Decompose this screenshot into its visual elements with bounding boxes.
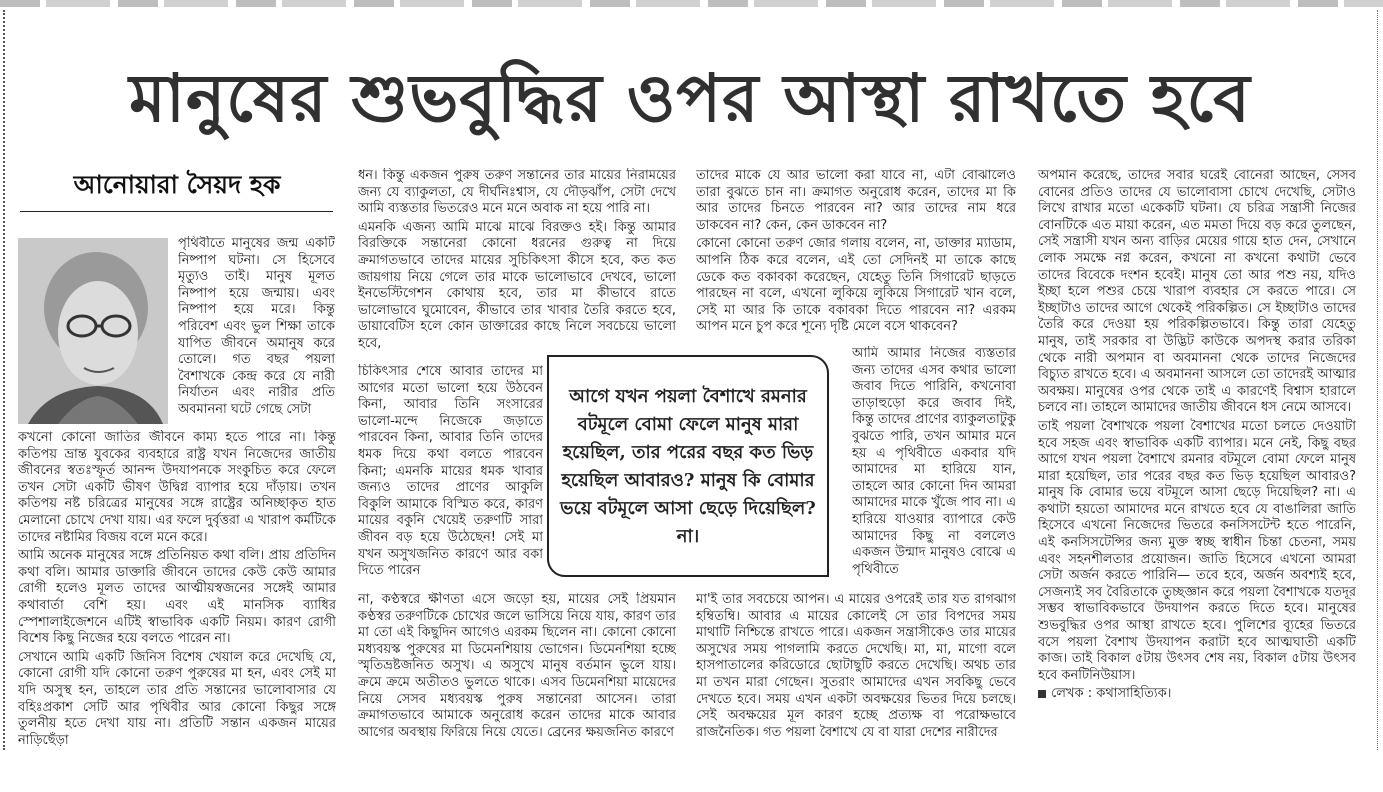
paragraph: কোনো কোনো তরুণ জোর গলায় বলেন, না, ডাক্তার ম্যাডাম, আপনি ঠিক করে বলেন, এই তো সেদিনই মা তাকে কাছে ডেকে কত বকাবকা করেছেন, যেহেতু তিনি সিগারেট ছাড়তে পারছেন না বলে, এখনো লুকিয়ে লুকিয়ে সিগারেট খান বলে, সেই মা আর কি তাকে বকাবকা দিতে পারবেন না? এরকম আপন মনে চুপ করে শূন্যে দৃষ্টি মেলে বসে থাকবেন? <box>696 236 1016 335</box>
byline: আনোয়ারা সৈয়দ হক <box>73 170 281 199</box>
paragraph: ধন। কিন্তু একজন পুরুষ তরুণ সন্তানের তার মায়ের নিরাময়ের জন্য যে ব্যাকুলতা, যে দীর্ঘনিঃশ্বাস, যে দৌড়ঝাঁপ, সেটা দেখে আমি ব্যস্ততার ভিতরেও মনে মনে অবাক না হয়ে পারি না। <box>358 168 676 217</box>
previous-article-strip <box>0 0 1383 7</box>
paragraph: কখনো কোনো জাতির জীবনে কাম্য হতে পারে না। কিন্তু কতিপয় ভ্রান্ত যুবকের ব্যবহারে রাষ্ট্র যখন নিজেদের জাতীয় জীবনের স্বতঃস্ফূর্ত আনন্দ উদযাপনকে সংকুচিত করে ফেলে তখন সেটা একটি ভীষণ উদ্বিগ্ন ব্যাপার হয়ে দাঁড়ায়। তখন কতিপয় নষ্ট চরিত্রের মানুষের সঙ্গে রাষ্ট্রের অনিচ্ছাকৃত হাত মেলানো চোখে দেখা যায়। এর ফলে দুর্বৃত্তরা এ খারাপ কর্মটিকে তাদের নষ্টামির বিজয় বলে মনে করে। <box>18 430 336 545</box>
author-note <box>1038 686 1356 703</box>
column-divider-left <box>3 10 5 750</box>
paragraph: তাই পয়লা বৈশাখকে পয়লা বৈশাখের মতো চলতে দেওয়াটা হবে সহজ এবং স্বাভাবিক একটি ব্যাপার। মনে নেই, কিছু বছর আগে যখন পয়লা বৈশাখে রমনার বটমূলে বোমা ফেলে মানুষ মারা হয়েছিল, তার পরের বছর কত ভিড় হয়েছিল আবারও? মানুষ কি বোমার ভয়ে বটমূলে আসা ছেড়ে দিয়েছিল? না। এ কথাটা হয়তো আমাদের মনে রাখতে হবে যে বাঙালিরা জাতি হিসেবে এখনো নিজেদের ভিতরে কনসিসটেন্ট হতে পারেনি, এই কনসিসটেন্সির জন্য মুক্ত স্বচ্ছ স্বাধীন চিন্তা চেতনা, সময় এবং সহনশীলতার প্রয়োজন। জাতি হিসেবে এখনো আমরা সেটা অর্জন করতে পারিনি— তবে হবে, অর্জন অবশ্যই হবে, সেজন্যই সব বৈরিতাকে তুচ্ছজ্ঞান করে পয়লা বৈশাখকে যতদূর সম্ভব স্বাভাবিকভাবে উদযাপন করতে দিতে হবে। মানুষের শুভবুদ্ধির ওপর আস্থা রাখতে হবে। পুলিশের ব্যূহের ভিতরে বসে পয়লা বৈশাখ উদযাপন করাটা হবে আত্মঘাতী একটি কাজ। তাই বিকাল ৫টায় উৎসব শেষ নয়, বিকাল ৫টায় উৎসব হবে কনটিনিউয়াস। <box>1038 418 1356 683</box>
article-column-3-top <box>696 168 1016 346</box>
article-column-1 <box>18 430 336 748</box>
byline-rule <box>20 211 333 212</box>
article-column-2-bottom: না, কণ্ঠস্বরে ক্ষীণতা এসে জড়ো হয়, মায়ের সেই প্রিয়মান কণ্ঠস্বর তরুণটিকে চোখের জলে ভাসিয়ে নিয়ে যায়, কারণ তার মা তো এই কিছুদিন আগেও এরকম ছিলেন না। কোনো কোনো মধ্যবয়স্ক পুরুষের মা ডিমেনশিয়ায় ভোগেন। ডিমেনশিয়া হচ্ছে স্মৃতিভ্রষ্টজনিত অসুখ। এ অসুখে মানুষ বর্তমান ভুলে যায়। ক্রমে ক্রমে অতীতও ভুলতে থাকে। এসব ডিমেনশিয়া মায়েদের নিয়ে সেসব মধ্যবয়স্ক পুরুষ সন্তানেরা আসেন। তারা ক্রমাগতভাবে আমাকে অনুরোধ করেন তাদের মাকে আবার আগের অবস্থায় ফিরিয়ে নিয়ে যেতে। ব্রেনের ক্ষয়জনিত কারণে <box>358 592 676 740</box>
paragraph: আমি অনেক মানুষের সঙ্গে প্রতিনিয়ত কথা বলি। প্রায় প্রতিদিন কথা বলি। আমার ডাক্তারি জীবনে তাদের কেউ কেউ আমার রোগী হলেও মূলত তাদের আত্মীয়স্বজনের সঙ্গেই আমার কথাবার্তা বেশি হয়। এবং এই মানসিক ব্যাধির স্পেশালাইজেশনে এটিই স্বাভাবিক একটি নিয়ম। কারণ রোগী বিশেষ কিছু নিজের হয়ে বলতে পারেন না। <box>18 548 336 647</box>
author-note-text: লেখক : কথাসাহিত্যিক। <box>1051 686 1172 702</box>
article-column-3-bottom: মা'ই তার সবচেয়ে আপন। এ মায়ের ওপরেই তার যত রাগঝাগ হম্বিতম্বি। আবার এ মায়ের কোলেই সে তার বিপদের সময় মাথাটি নিশ্চিন্তে রাখতে পারে। একজন সন্ত্রাসীকেও তার মায়ের অসুখের সময় পাগলামি করতে দেখেছি। মা, মা, মাগো বলে হাসপাতালের করিডোরে ছোটাছুটি করতে দেখেছি। অথচ তার মা তখন মারা গেছেন। সুতরাং আমাদের এখন সবকিছু ভেবে দেখতে হবে। সময় এখন একটা অবক্ষয়ের ভিতর দিয়ে চলছে। সেই অবক্ষয়ের মূল কারণ হচ্ছে প্রত্যক্ষ বা পরোক্ষভাবে রাজনৈতিক। গত পয়লা বৈশাখে যে বা যারা দেশের নারীদের <box>696 592 1016 740</box>
author-photo <box>18 238 168 424</box>
paragraph: সেখানে আমি একটি জিনিস বিশেষ খেয়াল করে দেখেছি যে, কোনো রোগী যদি কোনো তরুণ পুরুষের মা হন, এবং সেই মা যদি অসুস্থ হন, তাহলে তার প্রতি সন্তানের ভালোবাসার যে বহিঃপ্রকাশ সেটি আর পৃথিবীর আর কোনো কিছুর সঙ্গে তুলনীয় হতে দেখা যায় না। প্রতিটি সন্তান একজন মায়ের নাড়িছেঁড়া <box>18 649 336 748</box>
paragraph: এমনকি এজন্য আমি মাঝে মাঝে বিরক্তও হই। কিন্তু আমার বিরক্তিকে সন্তানেরা কোনো ধরনের গুরুত্ব না দিয়ে ক্রমাগতভাবে তাদের মায়ের সুচিকিৎসা কীসে হবে, কত কত জায়গায় নিয়ে গেলে তার মাকে ভালোভাবে দেখবে, ভালো ইনভেস্টিগেশন কোথায় হবে, তার মা কীভাবে রাতে ভালোভাবে ঘুমোবেন, কীভাবে তার খাবার তৈরি করতে হবে, ডায়াবেটিস হলে কোন ডাক্তারের কাছে নিলে সবচেয়ে ভালো হবে, <box>358 219 676 351</box>
article-column-4 <box>1038 168 1356 754</box>
article-intro: পৃথিবীতে মানুষের জন্ম একটি নিষ্পাপ ঘটনা। সে হিসেবে মৃত্যুও তাই। মানুষ মূলত নিষ্পাপ হয়ে জন্মায়। এবং নিষ্পাপ হয়ে মরে। কিন্তু পরিবেশ এবং ভুল শিক্ষা তাকে যাপিত জীবনে অমানুষ করে তোলে। গত বছর পয়লা বৈশাখকে কেন্দ্র করে যে নারী নির্যাতন এবং নারীর প্রতি অবমাননা ঘটে গেছে সেটা <box>178 236 335 417</box>
pull-quote: আগে যখন পয়লা বৈশাখে রমনার বটমূলে বোমা ফেলে মানুষ মারা হয়েছিল, তার পরের বছর কত ভিড় হয়েছিল আবারও? মানুষ কি বোমার ভয়ে বটমূলে আসা ছেড়ে দিয়েছিল? না। <box>547 355 829 577</box>
headline: মানুষের শুভবুদ্ধির ওপর আস্থা রাখতে হবে <box>129 59 1251 137</box>
article-column-2-top <box>358 168 676 362</box>
column-divider-right <box>1377 10 1378 750</box>
paragraph: তাদের মাকে যে আর ভালো করা যাবে না, এটা বোঝালেও তারা বুঝতে চান না। ক্রমাগত অনুরোধ করেন, তাদের মা কি আর তাদের চিনতে পারবেন না? আর তাদের নাম ধরে ডাকবেন না? কেন, কেন ডাকবেন না? <box>696 168 1016 233</box>
article-column-3-middle: আমি আমার নিজের ব্যস্ততার জন্য তাদের এসব কথার ভালো জবাব দিতে পারিনি, কখনোবা তাড়াহুড়ো করে জবাব দিই, কিন্তু তাদের প্রাণের ব্যাকুলতাটুকু বুঝতে পারি, তখন আমার মনে হয় এ পৃথিবীতে একবার যদি আমাদের মা হারিয়ে যান, তাহলে আর কোনো দিন আমরা আমাদের মাকে খুঁজে পাব না। এ হারিয়ে যাওয়ার ব্যাপারে কেউ আমাদের কিছু না বললেও একজন উন্মাদ মানুষও বোঝে এ পৃথিবীতে <box>852 346 1016 577</box>
bullet-square-icon <box>1038 690 1046 698</box>
paragraph: অপমান করেছে, তাদের সবার ঘরেই বোনেরা আছেন, সেসব বোনের প্রতিও তাদের যে ভালোবাসা চোখে দেখেছি, সেটাও লিখে রাখার মতো একেকটি ঘটনা। যে চরিত্র সন্ত্রাসী নিজের বোনটিকে এত মায়া করেন, এত মমতা দিয়ে বড় করে তুলছেন, সেই সন্ত্রাসী যখন অন্য বাড়ির মেয়ের গায়ে হাত দেন, সেখানে লোক সমক্ষে নগ্ন করেন, কখনো না কখনো কথাটা ভেবে তাদের বিবেকে দংশন হবেই। মানুষ তো আর পশু নয়, যদিও ইচ্ছা হলে পশুর চেয়ে খারাপ ব্যবহার সে করতে পারে। সে ইচ্ছাটাও তাদের আগে থেকেই পরিকল্পিত। সে ইচ্ছাটাও তাদের তৈরি করে দেওয়া হয় পরিকল্পিতভাবে। কিন্তু তারা যেহেতু মানুষ, তাই সরকার বা উদ্ভিট কাউকে অপদস্থ করার তরিকা থেকে নারী অপমান বা অবমাননা থেকে তাদের নিজেদের বিচ্যুত রাখতে হবে। এ অবমাননা আসলে তো তাদেরই আত্মার অবক্ষয়। মানুষের ওপর থেকে তাই এ কারণেই বিশ্বাস হারালে চলবে না। তাহলে আমাদের জাতীয় জীবনে ধস নেমে আসবে। <box>1038 168 1356 416</box>
author-portrait-image <box>18 238 168 424</box>
article-column-2-middle: চিকিৎসার শেষে আবার তাদের মা আগের মতো ভালো হয়ে উঠবেন কিনা, আবার তিনি সংসারের ভালো-মন্দে নিজেকে জড়াতে পারবেন কিনা, আবার তিনি তাদের ধমক দিয়ে কথা বলতে পারবেন কিনা; এমনকি মায়ের ধমক খাবার জন্যও তাদের প্রাণের আকুলি বিকুলি আমাকে বিস্মিত করে, কারণ মায়ের বকুনি খেয়েই তরুণটি সারা জীবন বড় হয়ে উঠেছেন! সেই মা যখন অসুখজনিত কারণে আর বকা দিতে পারেন <box>358 364 543 579</box>
